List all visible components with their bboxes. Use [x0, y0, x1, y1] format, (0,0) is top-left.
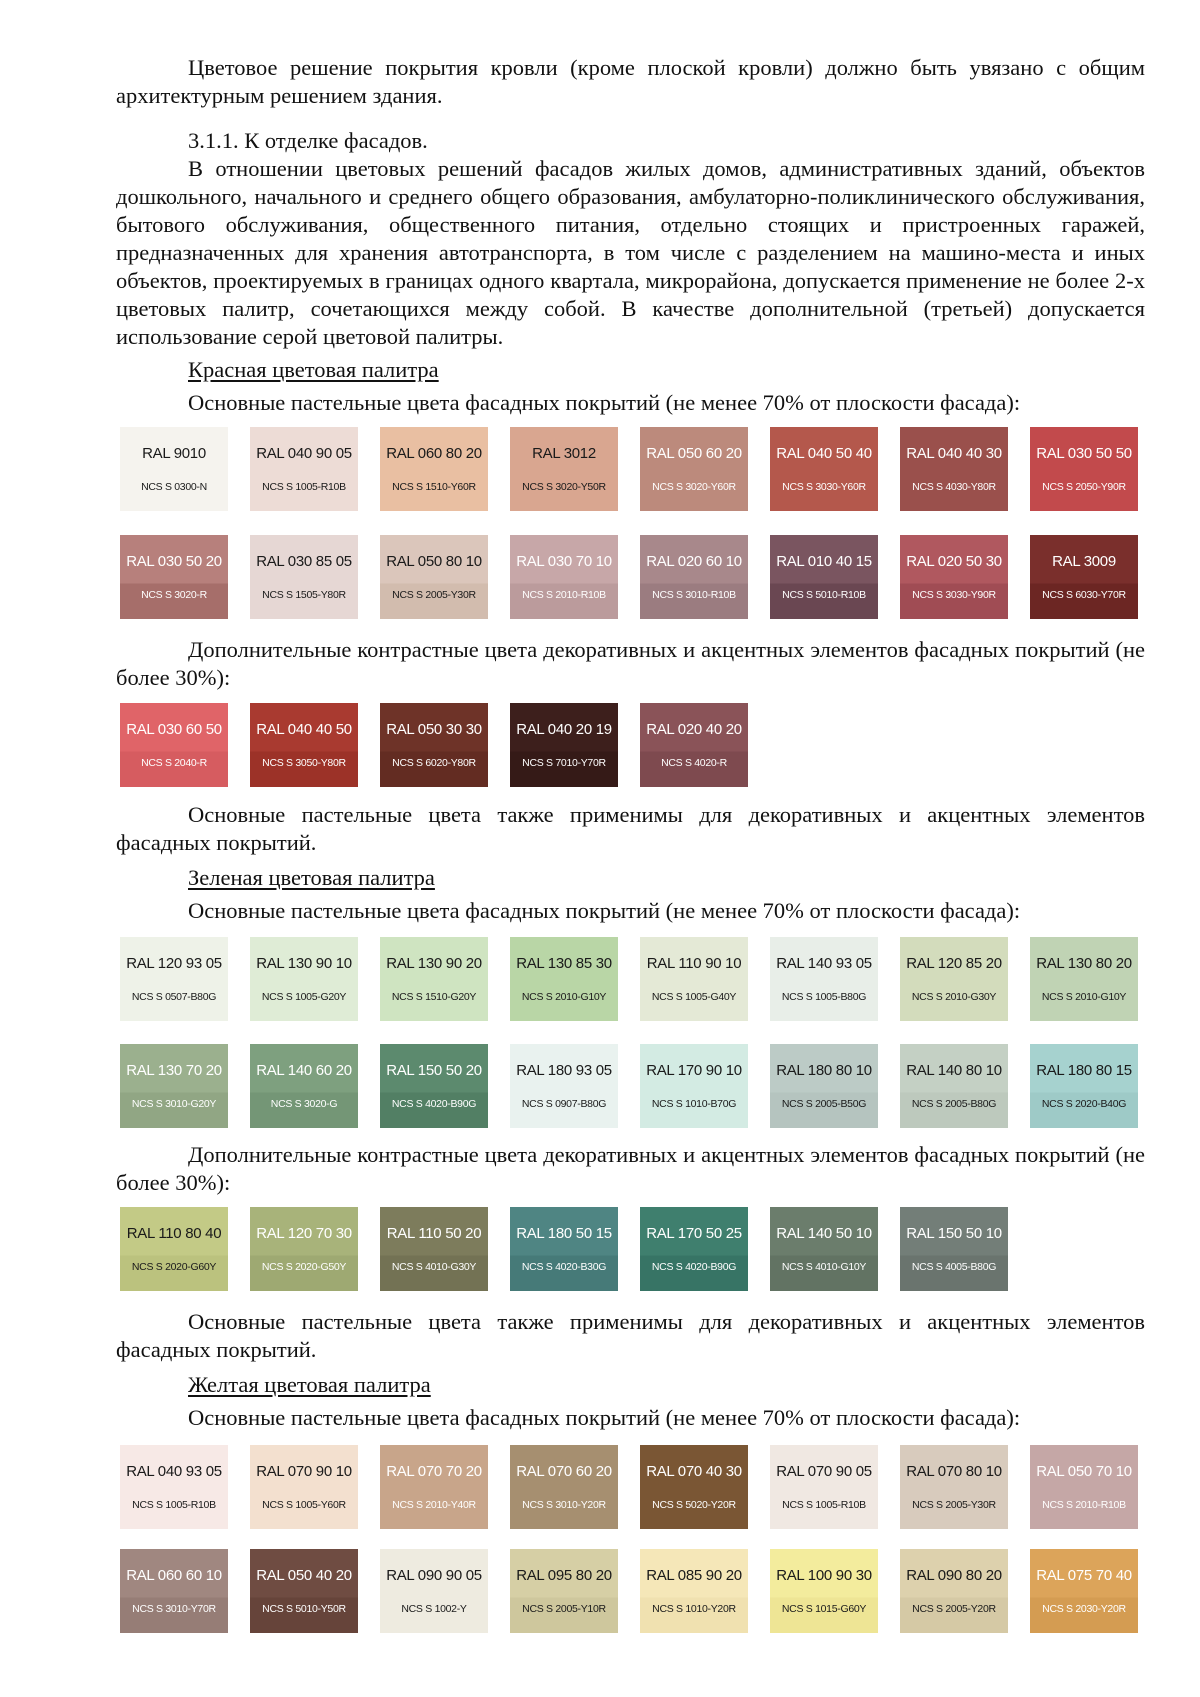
color-swatch: [1030, 937, 1138, 1021]
ral-code: RAL 070 80 10: [906, 1463, 1002, 1480]
red-main-caption: Основные пастельные цвета фасадных покрытий (не менее 70% от плоскости фасада):: [188, 390, 1021, 415]
ncs-code: NCS S 1510-G20Y: [391, 991, 477, 1003]
ral-code: RAL 040 93 05: [126, 1463, 222, 1480]
ncs-code: NCS S 2040-R: [141, 757, 207, 769]
ncs-code: NCS S 2020-G50Y: [261, 1261, 347, 1273]
green-palette-title: Зеленая цветовая палитра: [188, 865, 435, 890]
color-swatch: [120, 1044, 228, 1128]
ral-code: RAL 180 93 05: [516, 1062, 612, 1079]
intro-paragraph: Цветовое решение покрытия кровли (кроме плоской кровли) должно быть увязано с общим архитектурным решением здания.: [116, 55, 1145, 108]
ncs-code: NCS S 3010-Y70R: [132, 1603, 216, 1615]
section-heading: 3.1.1. К отделке фасадов.: [188, 128, 428, 153]
ral-code: RAL 060 60 10: [126, 1567, 222, 1584]
color-swatch: [250, 1044, 358, 1128]
color-swatch: [640, 1044, 748, 1128]
ral-code: RAL 170 90 10: [646, 1062, 742, 1079]
green-main-caption: Основные пастельные цвета фасадных покрытий (не менее 70% от плоскости фасада):: [188, 898, 1021, 923]
color-swatch: [120, 703, 228, 787]
ral-code: RAL 130 80 20: [1036, 955, 1132, 972]
color-swatch: [900, 937, 1008, 1021]
ncs-code: NCS S 0300-N: [141, 481, 207, 493]
red-palette-title: Красная цветовая палитра: [188, 357, 439, 382]
ral-code: RAL 050 70 10: [1036, 1463, 1132, 1480]
ncs-code: NCS S 3020-R: [141, 589, 207, 601]
ncs-code: NCS S 3010-Y20R: [522, 1499, 606, 1511]
ncs-code: NCS S 2020-G60Y: [131, 1261, 217, 1273]
color-swatch: [250, 1445, 358, 1529]
ral-code: RAL 020 40 20: [646, 721, 742, 738]
color-swatch: [1030, 535, 1138, 619]
ncs-code: NCS S 2005-Y30R: [912, 1499, 996, 1511]
ncs-code: NCS S 1005-R10B: [132, 1499, 216, 1511]
ncs-code: NCS S 2020-B40G: [1041, 1098, 1127, 1110]
color-swatch: [640, 427, 748, 511]
color-swatch: [120, 1207, 228, 1291]
ral-code: RAL 090 80 20: [906, 1567, 1002, 1584]
ncs-code: NCS S 5020-Y20R: [652, 1499, 736, 1511]
color-swatch: [510, 1445, 618, 1529]
ral-code: RAL 090 90 05: [386, 1567, 482, 1584]
color-swatch: [770, 1207, 878, 1291]
ral-code: RAL 060 80 20: [386, 445, 482, 462]
ral-code: RAL 9010: [142, 445, 206, 462]
ral-code: RAL 040 90 05: [256, 445, 352, 462]
color-swatch: [250, 1549, 358, 1633]
ncs-code: NCS S 2005-B80G: [911, 1098, 997, 1110]
ncs-code: NCS S 4010-G30Y: [391, 1261, 477, 1273]
ral-code: RAL 100 90 30: [776, 1567, 872, 1584]
color-swatch: [770, 427, 878, 511]
ral-code: RAL 040 20 19: [516, 721, 612, 738]
ral-code: RAL 130 70 20: [126, 1062, 222, 1079]
ncs-code: NCS S 4020-B90G: [391, 1098, 477, 1110]
ral-code: RAL 040 50 40: [776, 445, 872, 462]
ral-code: RAL 140 80 10: [906, 1062, 1002, 1079]
ncs-code: NCS S 1505-Y80R: [262, 589, 346, 601]
ral-code: RAL 030 85 05: [256, 553, 352, 570]
color-swatch: [250, 937, 358, 1021]
ral-code: RAL 095 80 20: [516, 1567, 612, 1584]
color-swatch: [640, 1445, 748, 1529]
ral-code: RAL 3012: [532, 445, 596, 462]
ncs-code: NCS S 2010-R10B: [1042, 1499, 1126, 1511]
ncs-code: NCS S 1015-G60Y: [781, 1603, 867, 1615]
ral-code: RAL 140 60 20: [256, 1062, 352, 1079]
color-swatch: [1030, 1549, 1138, 1633]
ral-code: RAL 085 90 20: [646, 1567, 742, 1584]
color-swatch: [510, 1044, 618, 1128]
color-swatch: [250, 535, 358, 619]
color-swatch: [380, 1549, 488, 1633]
ral-code: RAL 150 50 10: [906, 1225, 1002, 1242]
ncs-code: NCS S 6030-Y70R: [1042, 589, 1126, 601]
ncs-code: NCS S 3050-Y80R: [262, 757, 346, 769]
color-swatch: [380, 535, 488, 619]
ncs-code: NCS S 4020-R: [661, 757, 727, 769]
ncs-code: NCS S 2005-Y30R: [392, 589, 476, 601]
color-swatch: [380, 1445, 488, 1529]
ncs-code: NCS S 1510-Y60R: [392, 481, 476, 493]
red-extra-caption: Дополнительные контрастные цвета декоративных и акцентных элементов фасадных покрытий (не более 30%):: [116, 637, 1145, 690]
ncs-code: NCS S 3010-R10B: [652, 589, 736, 601]
color-swatch: [380, 427, 488, 511]
ncs-code: NCS S 2010-G30Y: [911, 991, 997, 1003]
red-note: Основные пастельные цвета также применимы для декоративных и акцентных элементов фасадных покрытий.: [116, 802, 1145, 855]
ncs-code: NCS S 2005-B50G: [781, 1098, 867, 1110]
color-swatch: [120, 937, 228, 1021]
facade-rules-paragraph: В отношении цветовых решений фасадов жилых домов, административных зданий, объектов дошкольного, начального и среднего общего образования, амбулаторно-поликлинического обслуживания, бытового обслуживания, общественного питания, отдельно стоящих и пристроенных гаражей, предназначенных для хранения автотранспорта, в том числе с разделением на машино-места и иных объектов, проектируемых в границах одного квартала, микрорайона, допускается применение не более 2-х цветовых палитр, сочетающихся между собой. В качестве дополнительной (третьей) допускается использование серой цветовой палитры.: [116, 156, 1145, 349]
ral-code: RAL 070 90 10: [256, 1463, 352, 1480]
color-swatch: [770, 1445, 878, 1529]
color-swatch: [770, 1549, 878, 1633]
ncs-code: NCS S 2030-Y20R: [1042, 1603, 1126, 1615]
yellow-main-caption: Основные пастельные цвета фасадных покрытий (не менее 70% от плоскости фасада):: [188, 1405, 1021, 1430]
ral-code: RAL 075 70 40: [1036, 1567, 1132, 1584]
color-swatch: [1030, 1044, 1138, 1128]
ral-code: RAL 130 90 10: [256, 955, 352, 972]
ral-code: RAL 040 40 50: [256, 721, 352, 738]
color-swatch: [770, 937, 878, 1021]
ral-code: RAL 140 93 05: [776, 955, 872, 972]
ncs-code: NCS S 1010-B70G: [651, 1098, 737, 1110]
green-extra-caption: Дополнительные контрастные цвета декоративных и акцентных элементов фасадных покрытий (не более 30%):: [116, 1142, 1145, 1195]
color-swatch: [1030, 427, 1138, 511]
color-swatch: [120, 1445, 228, 1529]
ral-code: RAL 130 90 20: [386, 955, 482, 972]
ral-code: RAL 070 70 20: [386, 1463, 482, 1480]
ral-code: RAL 110 80 40: [126, 1225, 222, 1242]
green-note: Основные пастельные цвета также применимы для декоративных и акцентных элементов фасадных покрытий.: [116, 1309, 1145, 1362]
ncs-code: NCS S 6020-Y80R: [392, 757, 476, 769]
color-swatch: [120, 427, 228, 511]
color-swatch: [510, 937, 618, 1021]
color-swatch: [510, 1549, 618, 1633]
ncs-code: NCS S 1005-Y60R: [262, 1499, 346, 1511]
ncs-code: NCS S 3020-Y50R: [522, 481, 606, 493]
ral-code: RAL 030 70 10: [516, 553, 612, 570]
color-swatch: [900, 535, 1008, 619]
color-swatch: [640, 937, 748, 1021]
ncs-code: NCS S 4030-Y80R: [912, 481, 996, 493]
ral-code: RAL 180 80 10: [776, 1062, 872, 1079]
ral-code: RAL 050 80 10: [386, 553, 482, 570]
ral-code: RAL 140 50 10: [776, 1225, 872, 1242]
color-swatch: [770, 1044, 878, 1128]
ncs-code: NCS S 1002-Y: [401, 1603, 467, 1615]
color-swatch: [510, 1207, 618, 1291]
ral-code: RAL 180 80 15: [1036, 1062, 1132, 1079]
color-swatch: [120, 1549, 228, 1633]
ral-code: RAL 050 40 20: [256, 1567, 352, 1584]
ral-code: RAL 050 30 30: [386, 721, 482, 738]
color-swatch: [380, 703, 488, 787]
color-swatch: [1030, 1445, 1138, 1529]
color-swatch: [900, 427, 1008, 511]
ncs-code: NCS S 3020-Y60R: [652, 481, 736, 493]
ncs-code: NCS S 2010-R10B: [522, 589, 606, 601]
ral-code: RAL 180 50 15: [516, 1225, 612, 1242]
ral-code: RAL 010 40 15: [776, 553, 872, 570]
ncs-code: NCS S 2005-Y10R: [522, 1603, 606, 1615]
ncs-code: NCS S 1005-R10B: [782, 1499, 866, 1511]
ncs-code: NCS S 1005-G40Y: [651, 991, 737, 1003]
ral-code: RAL 110 90 10: [646, 955, 742, 972]
ral-code: RAL 020 50 30: [906, 553, 1002, 570]
ral-code: RAL 3009: [1052, 553, 1116, 570]
color-swatch: [250, 427, 358, 511]
ral-code: RAL 120 93 05: [126, 955, 222, 972]
ral-code: RAL 070 40 30: [646, 1463, 742, 1480]
ncs-code: NCS S 2010-G10Y: [1041, 991, 1127, 1003]
color-swatch: [640, 1207, 748, 1291]
ral-code: RAL 070 60 20: [516, 1463, 612, 1480]
ral-code: RAL 030 60 50: [126, 721, 222, 738]
ral-code: RAL 130 85 30: [516, 955, 612, 972]
ral-code: RAL 040 40 30: [906, 445, 1002, 462]
color-swatch: [900, 1044, 1008, 1128]
ncs-code: NCS S 1010-Y20R: [652, 1603, 736, 1615]
ncs-code: NCS S 5010-R10B: [782, 589, 866, 601]
ncs-code: NCS S 1005-B80G: [781, 991, 867, 1003]
ral-code: RAL 150 50 20: [386, 1062, 482, 1079]
ncs-code: NCS S 1005-G20Y: [261, 991, 347, 1003]
color-swatch: [120, 535, 228, 619]
ral-code: RAL 050 60 20: [646, 445, 742, 462]
ncs-code: NCS S 1005-R10B: [262, 481, 346, 493]
color-swatch: [900, 1549, 1008, 1633]
ncs-code: NCS S 2005-Y20R: [912, 1603, 996, 1615]
ncs-code: NCS S 2010-Y40R: [392, 1499, 476, 1511]
color-swatch: [640, 703, 748, 787]
color-swatch: [640, 535, 748, 619]
ral-code: RAL 120 85 20: [906, 955, 1002, 972]
ncs-code: NCS S 3030-Y90R: [912, 589, 996, 601]
ncs-code: NCS S 3010-G20Y: [131, 1098, 217, 1110]
color-swatch: [900, 1445, 1008, 1529]
ral-code: RAL 030 50 50: [1036, 445, 1132, 462]
ncs-code: NCS S 4020-B90G: [651, 1261, 737, 1273]
color-swatch: [250, 1207, 358, 1291]
color-swatch: [900, 1207, 1008, 1291]
ncs-code: NCS S 0907-B80G: [521, 1098, 607, 1110]
color-swatch: [250, 703, 358, 787]
ncs-code: NCS S 2050-Y90R: [1042, 481, 1126, 493]
ncs-code: NCS S 2010-G10Y: [521, 991, 607, 1003]
color-swatch: [380, 1207, 488, 1291]
color-swatch: [510, 427, 618, 511]
ncs-code: NCS S 5010-Y50R: [262, 1603, 346, 1615]
ral-code: RAL 030 50 20: [126, 553, 222, 570]
ral-code: RAL 120 70 30: [256, 1225, 352, 1242]
color-swatch: [510, 703, 618, 787]
ncs-code: NCS S 4010-G10Y: [781, 1261, 867, 1273]
ncs-code: NCS S 3020-G: [270, 1098, 338, 1110]
color-swatch: [640, 1549, 748, 1633]
ral-code: RAL 020 60 10: [646, 553, 742, 570]
color-swatch: [380, 937, 488, 1021]
yellow-palette-title: Желтая цветовая палитра: [188, 1372, 431, 1397]
ncs-code: NCS S 3030-Y60R: [782, 481, 866, 493]
ncs-code: NCS S 7010-Y70R: [522, 757, 606, 769]
ncs-code: NCS S 4020-B30G: [521, 1261, 607, 1273]
color-swatch: [380, 1044, 488, 1128]
color-swatch: [770, 535, 878, 619]
ral-code: RAL 070 90 05: [776, 1463, 872, 1480]
ncs-code: NCS S 0507-B80G: [131, 991, 217, 1003]
ral-code: RAL 110 50 20: [386, 1225, 482, 1242]
ral-code: RAL 170 50 25: [646, 1225, 742, 1242]
color-swatch: [510, 535, 618, 619]
ncs-code: NCS S 4005-B80G: [911, 1261, 997, 1273]
